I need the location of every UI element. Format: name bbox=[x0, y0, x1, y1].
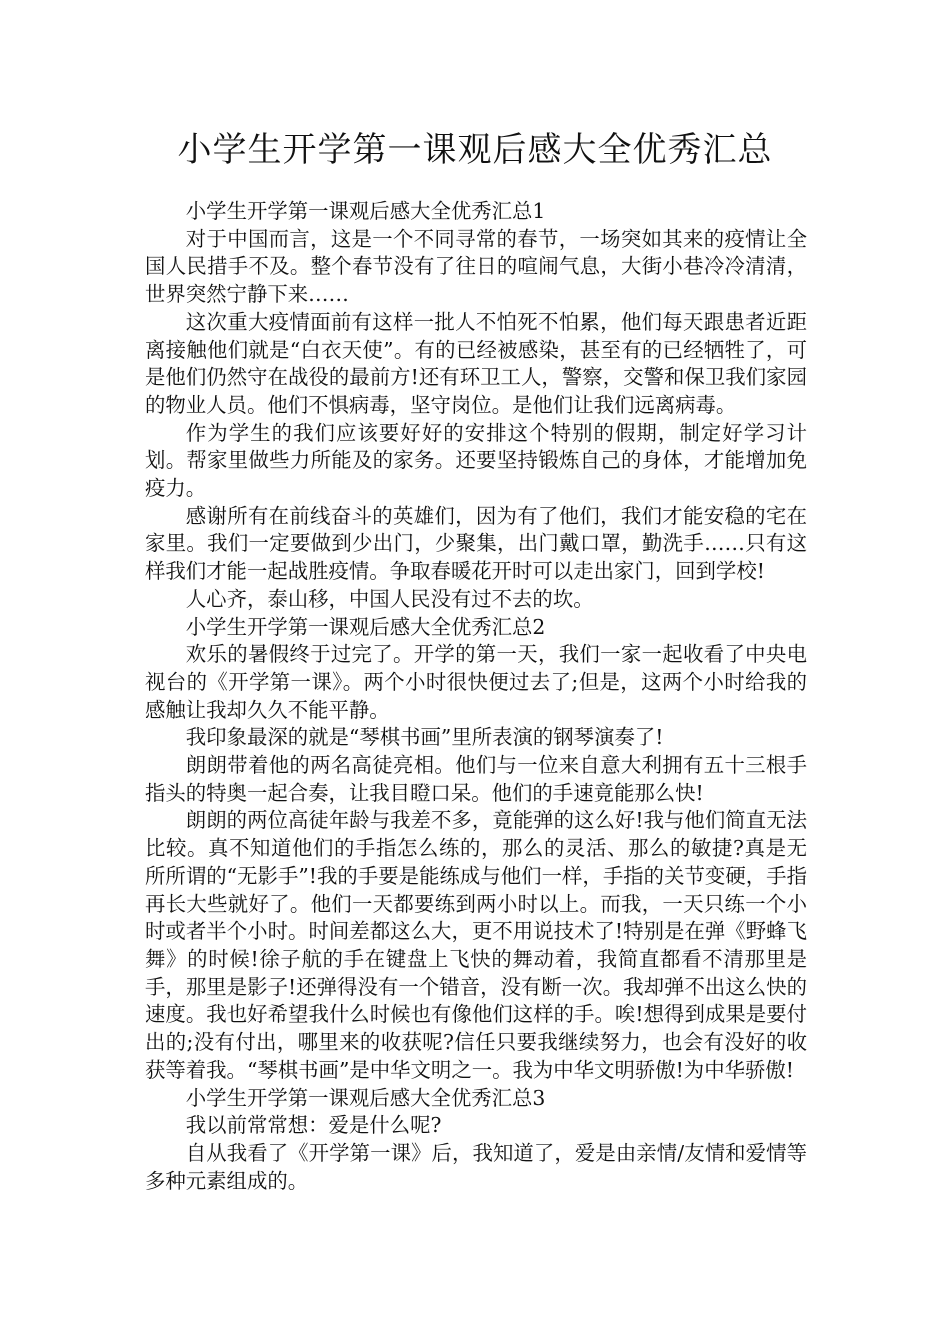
paragraph: 我以前常常想：爱是什么呢? bbox=[185, 1113, 442, 1138]
paragraph: 朗朗的两位高徒年龄与我差不多，竟能弹的这么好!我与他们简直无法比较。真不知道他们的手指怎么练的，那么的灵活、那么的敏捷?真是无所所谓的“无影手”!我的手要是能练成与他们一样，手指的关节变硬，手指再长大些就好了。他们一天都要练到两小时以上。而我，一天只练一个小时或者半个小时。时间差都这么大，更不用说技术了!特别是在弹《野蜂飞舞》的时候!徐子航的手在键盘上飞快的舞动着，我简直都看不清那里是手，那里是影子!还弹得没有一个错音，没有断一次。我却弹不出这么快的速度。我也好希望我什么时候也有像他们这样的手。唉!想得到成果是要付出的;没有付出，哪里来的收获呢?信任只要我继续努力，也会有没好的收获等着我。“琴棋书画”是中华文明之一。我为中华文明骄傲!为中华骄傲! bbox=[145, 808, 807, 1082]
paragraph: 作为学生的我们应该要好好的安排这个特别的假期，制定好学习计划。帮家里做些力所能及的家务。还要坚持锻炼自己的身体，才能增加免疫力。 bbox=[145, 420, 807, 501]
document-title: 小学生开学第一课观后感大全优秀汇总 bbox=[177, 130, 773, 170]
paragraph: 我印象最深的就是“琴棋书画”里所表演的钢琴演奏了! bbox=[185, 725, 664, 750]
paragraph: 朗朗带着他的两名高徒亮相。他们与一位来自意大利拥有五十三根手指头的特奥一起合奏，让我目瞪口呆。他们的手速竟能那么快! bbox=[145, 753, 807, 805]
paragraph: 感谢所有在前线奋斗的英雄们，因为有了他们，我们才能安稳的宅在家里。我们一定要做到少出门，少聚集，出门戴口罩，勤洗手……只有这样我们才能一起战胜疫情。争取春暖花开时可以走出家门，回到学校! bbox=[145, 503, 807, 584]
section-heading-3: 小学生开学第一课观后感大全优秀汇总3 bbox=[185, 1085, 546, 1110]
paragraph: 对于中国而言，这是一个不同寻常的春节，一场突如其来的疫情让全国人民措手不及。整个春节没有了往日的喧闹气息，大街小巷冷冷清清，世界突然宁静下来…… bbox=[145, 226, 807, 307]
document-body bbox=[145, 198, 807, 1195]
section-heading-1: 小学生开学第一课观后感大全优秀汇总1 bbox=[185, 199, 546, 223]
paragraph: 欢乐的暑假终于过完了。开学的第一天，我们一家一起收看了中央电视台的《开学第一课》。两个小时很快便过去了;但是，这两个小时给我的感触让我却久久不能平静。 bbox=[145, 642, 807, 722]
section-heading-2: 小学生开学第一课观后感大全优秀汇总2 bbox=[185, 614, 546, 639]
paragraph: 自从我看了《开学第一课》后，我知道了，爱是由亲情/友情和爱情等多种元素组成的。 bbox=[145, 1140, 807, 1193]
paragraph: 人心齐，泰山移，中国人民没有过不去的坎。 bbox=[185, 586, 594, 611]
paragraph: 这次重大疫情面前有这样一批人不怕死不怕累，他们每天跟患者近距离接触他们就是“白衣天使”。有的已经被感染，甚至有的已经牺牲了，可是他们仍然守在战役的最前方!还有环卫工人，警察，交警和保卫我们家园的物业人员。他们不惧病毒，坚守岗位。是他们让我们远离病毒。 bbox=[145, 309, 807, 417]
